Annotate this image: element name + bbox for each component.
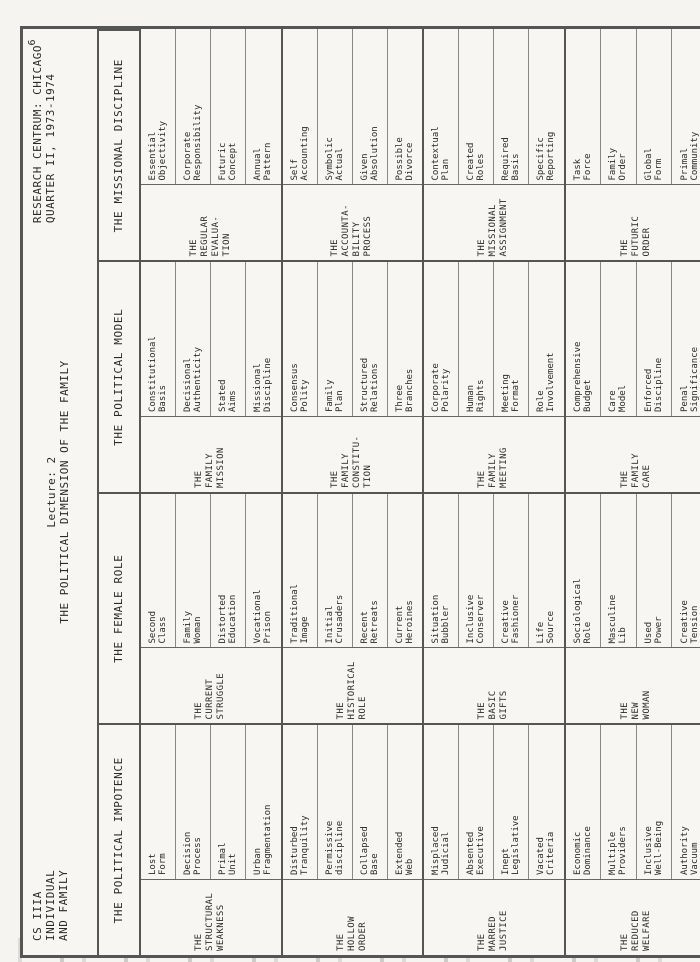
section-items <box>141 29 281 185</box>
section-items <box>566 263 700 417</box>
section-items <box>424 494 564 648</box>
section-item: Family Order <box>601 29 637 185</box>
section-cell <box>566 492 700 724</box>
section-item: Economic Dominance <box>566 726 602 880</box>
lecture-title: THE POLITICAL DIMENSION OF THE FAMILY <box>58 360 71 624</box>
section-subhead: THE CURRENT STRUGGLE <box>141 648 281 724</box>
section-item: Lost Form <box>141 726 176 880</box>
section-cell <box>283 261 425 493</box>
section-item: Inept Legislative <box>494 726 529 880</box>
section-item: Comprehensive Budget <box>566 263 602 417</box>
document-frame <box>20 26 700 958</box>
section-item: Family Woman <box>176 494 211 648</box>
section-item: Inclusive Conserver <box>459 494 494 648</box>
section-cell <box>283 29 425 261</box>
section-cell <box>283 724 425 956</box>
section-item: Distorted Education <box>211 494 246 648</box>
section-item: Decision Process <box>176 726 211 880</box>
section-cell <box>566 724 700 956</box>
section-subhead: THE STRUCTURAL WEAKNESS <box>141 879 281 955</box>
section-subhead: THE NEW WOMAN <box>566 648 700 724</box>
section-items <box>283 494 423 648</box>
section-item: Authority Vacuum <box>679 826 700 875</box>
section-item: Primal Unit <box>211 726 246 880</box>
section-item: Recent Retreats <box>353 494 388 648</box>
section-item: Situation Bubbler <box>424 494 459 648</box>
section-cell <box>283 492 425 724</box>
section-item: Structured Relations <box>353 263 388 417</box>
section-item: Misplaced Judicial <box>424 726 459 880</box>
section-item: Traditional Image <box>283 494 318 648</box>
course-name-line-1: INDIVIDUAL <box>44 869 57 941</box>
section-items <box>566 494 700 648</box>
section-item: Care Model <box>601 263 637 417</box>
section-item: Corporate Polarity <box>424 263 459 417</box>
section-item: Current Heroines <box>394 600 415 644</box>
section-item: Meeting Format <box>494 263 529 417</box>
section-cell <box>424 724 566 956</box>
section-cell <box>566 261 700 493</box>
section-item: Initial Crusaders <box>318 494 353 648</box>
section-item: Life Source <box>536 610 557 644</box>
column-title: THE MISSIONAL DISCIPLINE <box>97 29 141 261</box>
section-item: Required Basis <box>494 29 529 185</box>
section-item: Self Accounting <box>283 29 318 185</box>
section-cell <box>424 492 566 724</box>
section-items <box>283 263 423 417</box>
section-item: Consensus Polity <box>283 263 318 417</box>
section-item: Contextual Plan <box>424 29 459 185</box>
section-item: Creative Tension <box>679 600 700 644</box>
source-label <box>31 45 57 223</box>
course-code: CS IIIA <box>31 891 44 941</box>
section-cell <box>141 492 283 724</box>
section-subhead: THE HOLLOW ORDER <box>283 879 423 955</box>
section-item: Human Rights <box>459 263 494 417</box>
chart-grid <box>97 29 700 955</box>
section-item: Sociological Role <box>566 494 602 648</box>
section-item: Created Roles <box>459 29 494 185</box>
column-title: THE POLITICAL MODEL <box>97 261 141 493</box>
section-item: Constitutional Basis <box>141 263 176 417</box>
lecture-number: Lecture: 2 <box>45 456 58 528</box>
section-items <box>424 263 564 417</box>
section-subhead: THE REDUCED WELFARE <box>566 879 700 955</box>
section-item: Creative Fashioner <box>494 494 529 648</box>
section-cell <box>141 29 283 261</box>
section-item: Global Form <box>637 29 673 185</box>
section-item: Corporate Responsibility <box>176 29 211 185</box>
section-item: Multiple Providers <box>601 726 637 880</box>
section-item: Used Power <box>637 494 673 648</box>
section-item: Enforced Discipline <box>637 263 673 417</box>
section-item: Task Force <box>566 29 602 185</box>
section-subhead: THE FAMILY CONSTITU- TION <box>283 416 423 492</box>
section-item: Urban Fragmentation <box>253 804 274 875</box>
section-item: Collapsed Base <box>353 726 388 880</box>
section-item: Vocational Prison <box>253 589 274 644</box>
section-item: Second Class <box>141 494 176 648</box>
document-header <box>23 29 99 955</box>
section-items <box>424 29 564 185</box>
section-item: Possible Divorce <box>394 137 415 181</box>
section-item: Symbolic Actual <box>318 29 353 185</box>
section-item: Missional Discipline <box>253 357 274 412</box>
section-cell <box>566 29 700 261</box>
course-name-line-2: AND FAMILY <box>57 869 70 941</box>
section-item: Stated Aims <box>211 263 246 417</box>
section-item: Permissive discipline <box>318 726 353 880</box>
page-number: 6 <box>27 39 38 46</box>
section-item: Three Branches <box>394 368 415 412</box>
section-cell <box>424 261 566 493</box>
section-item: Penal Significance <box>679 346 700 412</box>
section-items <box>566 726 700 880</box>
section-items <box>141 494 281 648</box>
section-item: Masculine Lib <box>601 494 637 648</box>
section-item: Extended Web <box>394 831 415 875</box>
section-subhead: THE REGULAR EVALUA- TION <box>141 185 281 261</box>
section-cell <box>141 724 283 956</box>
section-subhead: THE FAMILY MEETING <box>424 416 564 492</box>
section-item: Absented Executive <box>459 726 494 880</box>
section-items <box>283 29 423 185</box>
section-item: Given Absolution <box>353 29 388 185</box>
section-cell <box>424 29 566 261</box>
section-items <box>566 29 700 185</box>
section-item: Essential Objectivity <box>141 29 176 185</box>
section-subhead: THE FAMILY CARE <box>566 416 700 492</box>
section-item: Specific Reporting <box>536 131 557 181</box>
section-items <box>424 726 564 880</box>
section-item: Futuric Concept <box>211 29 246 185</box>
section-subhead: THE MISSIONAL ASSIGNMENT <box>424 185 564 261</box>
column-title: THE FEMALE ROLE <box>97 492 141 724</box>
column-title: THE POLITICAL IMPOTENCE <box>97 724 141 956</box>
quarter: QUARTER II, 1973-1974 <box>44 73 57 224</box>
section-item: Disturbed Tranquility <box>283 726 318 880</box>
section-subhead: THE BASIC GIFTS <box>424 648 564 724</box>
section-subhead: THE MARRED JUSTICE <box>424 879 564 955</box>
section-subhead: THE FAMILY MISSION <box>141 416 281 492</box>
section-item: Primal Community <box>679 131 700 181</box>
section-item: Inclusive Well-Being <box>637 726 673 880</box>
section-items <box>141 726 281 880</box>
section-item: Role Involvement <box>536 352 557 412</box>
section-subhead: THE HISTORICAL ROLE <box>283 648 423 724</box>
section-subhead: THE ACCOUNTA- BILITY PROCESS <box>283 185 423 261</box>
section-item: Annual Pattern <box>253 142 274 181</box>
section-items <box>283 726 423 880</box>
section-item: Decisional Authenticity <box>176 263 211 417</box>
section-subhead: THE FUTURIC ORDER <box>566 185 700 261</box>
section-item: Family Plan <box>318 263 353 417</box>
research-centrum: RESEARCH CENTRUM: CHICAGO <box>31 45 44 224</box>
section-items <box>141 263 281 417</box>
section-cell <box>141 261 283 493</box>
section-item: Vacated Criteria <box>536 831 557 875</box>
